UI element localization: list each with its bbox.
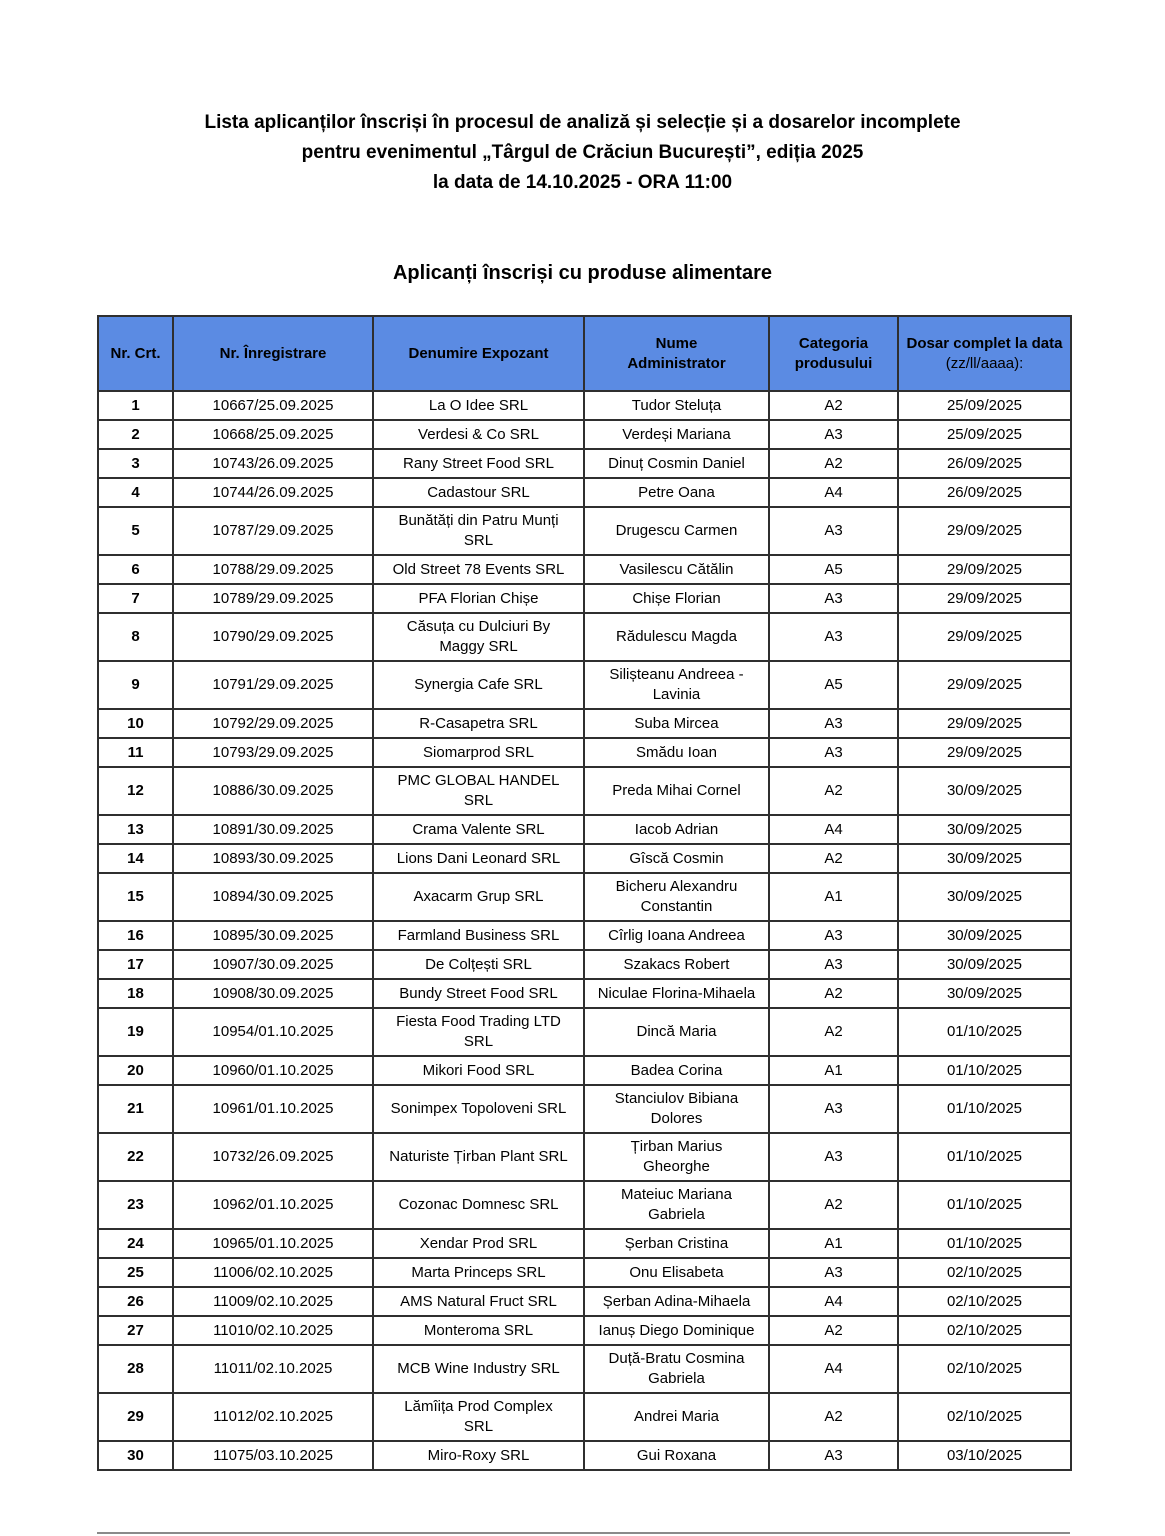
- table-row: [98, 613, 1071, 661]
- cell-dosar-data: 30/09/2025: [898, 921, 1071, 950]
- cell-categoria-produsului: A3: [769, 921, 898, 950]
- cell-dosar-data: 29/09/2025: [898, 584, 1071, 613]
- cell-nr-crt: 8: [98, 613, 173, 661]
- cell-denumire-expozant: Cozonac Domnesc SRL: [373, 1181, 584, 1229]
- table-row: [98, 815, 1071, 844]
- cell-denumire-expozant: Axacarm Grup SRL: [373, 873, 584, 921]
- cell-nr-inregistrare: 10960/01.10.2025: [173, 1056, 373, 1085]
- cell-nume-administrator: Șerban Adina-Mihaela: [584, 1287, 769, 1316]
- table-row: [98, 1393, 1071, 1441]
- header-dosar-format-label: (zz/ll/aaaa):: [945, 354, 1024, 372]
- cell-nr-crt: 3: [98, 449, 173, 478]
- cell-nume-administrator: Dinuț Cosmin Daniel: [584, 449, 769, 478]
- table-row: [98, 1008, 1071, 1056]
- cell-denumire-expozant: Siomarprod SRL: [373, 738, 584, 767]
- cell-nr-inregistrare: 10790/29.09.2025: [173, 613, 373, 661]
- cell-nr-crt: 2: [98, 420, 173, 449]
- cell-nr-inregistrare: 10744/26.09.2025: [173, 478, 373, 507]
- table-row: [98, 584, 1071, 613]
- cell-nume-administrator: Mateiuc Mariana Gabriela: [584, 1181, 769, 1229]
- cell-dosar-data: 30/09/2025: [898, 873, 1071, 921]
- table-row: [98, 921, 1071, 950]
- cell-categoria-produsului: A1: [769, 1056, 898, 1085]
- cell-denumire-expozant: Farmland Business SRL: [373, 921, 584, 950]
- header-nume-administrator: [584, 316, 769, 391]
- cell-denumire-expozant: AMS Natural Fruct SRL: [373, 1287, 584, 1316]
- table-row: [98, 1085, 1071, 1133]
- cell-nr-inregistrare: 10793/29.09.2025: [173, 738, 373, 767]
- cell-nr-crt: 30: [98, 1441, 173, 1470]
- cell-nume-administrator: Badea Corina: [584, 1056, 769, 1085]
- cell-nume-administrator: Rădulescu Magda: [584, 613, 769, 661]
- table-row: [98, 1133, 1071, 1181]
- cell-nr-crt: 20: [98, 1056, 173, 1085]
- cell-nr-crt: 26: [98, 1287, 173, 1316]
- cell-denumire-expozant: Crama Valente SRL: [373, 815, 584, 844]
- cell-denumire-expozant: Mikori Food SRL: [373, 1056, 584, 1085]
- cell-nr-crt: 7: [98, 584, 173, 613]
- cell-nr-inregistrare: 11010/02.10.2025: [173, 1316, 373, 1345]
- cell-nr-inregistrare: 10788/29.09.2025: [173, 555, 373, 584]
- cell-nr-inregistrare: 10792/29.09.2025: [173, 709, 373, 738]
- cell-categoria-produsului: A3: [769, 738, 898, 767]
- cell-nume-administrator: Dincă Maria: [584, 1008, 769, 1056]
- cell-categoria-produsului: A2: [769, 1008, 898, 1056]
- cell-dosar-data: 26/09/2025: [898, 478, 1071, 507]
- cell-dosar-data: 01/10/2025: [898, 1056, 1071, 1085]
- cell-dosar-data: 29/09/2025: [898, 661, 1071, 709]
- cell-dosar-data: 25/09/2025: [898, 391, 1071, 420]
- cell-denumire-expozant: Lămîița Prod Complex SRL: [373, 1393, 584, 1441]
- cell-nr-crt: 21: [98, 1085, 173, 1133]
- cell-categoria-produsului: A4: [769, 1345, 898, 1393]
- cell-nr-crt: 13: [98, 815, 173, 844]
- cell-nume-administrator: Cîrlig Ioana Andreea: [584, 921, 769, 950]
- cell-nr-inregistrare: 10893/30.09.2025: [173, 844, 373, 873]
- cell-nr-crt: 18: [98, 979, 173, 1008]
- cell-nr-inregistrare: 10787/29.09.2025: [173, 507, 373, 555]
- cell-categoria-produsului: A2: [769, 449, 898, 478]
- cell-nr-crt: 10: [98, 709, 173, 738]
- cell-nr-inregistrare: 11075/03.10.2025: [173, 1441, 373, 1470]
- table-row: [98, 391, 1071, 420]
- table-row: [98, 844, 1071, 873]
- cell-nr-crt: 17: [98, 950, 173, 979]
- cell-nr-crt: 22: [98, 1133, 173, 1181]
- cell-categoria-produsului: A1: [769, 873, 898, 921]
- cell-categoria-produsului: A3: [769, 1085, 898, 1133]
- header-dosar-complet: [898, 316, 1071, 391]
- cell-nume-administrator: Stanciulov Bibiana Dolores: [584, 1085, 769, 1133]
- table-row: [98, 507, 1071, 555]
- cell-nume-administrator: Verdeși Mariana: [584, 420, 769, 449]
- cell-nume-administrator: Iacob Adrian: [584, 815, 769, 844]
- cell-nume-administrator: Szakacs Robert: [584, 950, 769, 979]
- cell-dosar-data: 03/10/2025: [898, 1441, 1071, 1470]
- cell-nr-inregistrare: 10886/30.09.2025: [173, 767, 373, 815]
- cell-categoria-produsului: A1: [769, 1229, 898, 1258]
- cell-denumire-expozant: Căsuța cu Dulciuri By Maggy SRL: [373, 613, 584, 661]
- header-row: [98, 316, 1071, 391]
- header-categoria-produsului: Categoria produsului: [769, 316, 898, 391]
- cell-dosar-data: 01/10/2025: [898, 1181, 1071, 1229]
- cell-nume-administrator: Andrei Maria: [584, 1393, 769, 1441]
- cell-nr-inregistrare: 10791/29.09.2025: [173, 661, 373, 709]
- cell-dosar-data: 02/10/2025: [898, 1258, 1071, 1287]
- cell-denumire-expozant: PFA Florian Chișe: [373, 584, 584, 613]
- table-row: [98, 767, 1071, 815]
- cell-dosar-data: 02/10/2025: [898, 1316, 1071, 1345]
- title-line-2: pentru evenimentul „Târgul de Crăciun București”, ediția 2025: [301, 142, 864, 163]
- cell-nr-crt: 24: [98, 1229, 173, 1258]
- cell-categoria-produsului: A3: [769, 1133, 898, 1181]
- title-line-3: la data de 14.10.2025 - ORA 11:00: [432, 172, 733, 193]
- cell-dosar-data: 01/10/2025: [898, 1008, 1071, 1056]
- cell-denumire-expozant: De Colțești SRL: [373, 950, 584, 979]
- cell-denumire-expozant: Bundy Street Food SRL: [373, 979, 584, 1008]
- cell-nr-crt: 4: [98, 478, 173, 507]
- cell-categoria-produsului: A3: [769, 613, 898, 661]
- cell-denumire-expozant: MCB Wine Industry SRL: [373, 1345, 584, 1393]
- cell-nume-administrator: Drugescu Carmen: [584, 507, 769, 555]
- cell-dosar-data: 29/09/2025: [898, 613, 1071, 661]
- cell-dosar-data: 02/10/2025: [898, 1393, 1071, 1441]
- section-title: Aplicanți înscriși cu produse alimentare: [392, 262, 772, 284]
- cell-categoria-produsului: A4: [769, 478, 898, 507]
- header-dosar-complet-label: Dosar complet la data: [906, 334, 1063, 352]
- cell-nume-administrator: Șerban Cristina: [584, 1229, 769, 1258]
- cell-categoria-produsului: A3: [769, 420, 898, 449]
- table-row: [98, 449, 1071, 478]
- cell-nr-crt: 1: [98, 391, 173, 420]
- cell-denumire-expozant: R-Casapetra SRL: [373, 709, 584, 738]
- table-row: [98, 1229, 1071, 1258]
- cell-denumire-expozant: Xendar Prod SRL: [373, 1229, 584, 1258]
- cell-dosar-data: 02/10/2025: [898, 1345, 1071, 1393]
- table-row: [98, 1056, 1071, 1085]
- cell-nr-crt: 19: [98, 1008, 173, 1056]
- cell-dosar-data: 29/09/2025: [898, 738, 1071, 767]
- table-header: [98, 316, 1071, 391]
- cell-nr-crt: 6: [98, 555, 173, 584]
- cell-denumire-expozant: Monteroma SRL: [373, 1316, 584, 1345]
- header-nr-crt: Nr. Crt.: [98, 316, 173, 391]
- header-denumire-expozant: Denumire Expozant: [373, 316, 584, 391]
- cell-nr-inregistrare: 11009/02.10.2025: [173, 1287, 373, 1316]
- cell-categoria-produsului: A3: [769, 507, 898, 555]
- cell-categoria-produsului: A3: [769, 950, 898, 979]
- cell-nume-administrator: Țirban Marius Gheorghe: [584, 1133, 769, 1181]
- cell-nr-inregistrare: 10894/30.09.2025: [173, 873, 373, 921]
- table-row: [98, 1287, 1071, 1316]
- applicants-table: [97, 315, 1072, 1471]
- cell-denumire-expozant: Naturiste Țirban Plant SRL: [373, 1133, 584, 1181]
- cell-nume-administrator: Petre Oana: [584, 478, 769, 507]
- cell-nr-crt: 9: [98, 661, 173, 709]
- cell-nume-administrator: Tudor Steluța: [584, 391, 769, 420]
- cell-categoria-produsului: A2: [769, 767, 898, 815]
- cell-categoria-produsului: A3: [769, 584, 898, 613]
- cell-dosar-data: 30/09/2025: [898, 979, 1071, 1008]
- cell-denumire-expozant: Cadastour SRL: [373, 478, 584, 507]
- cell-nr-crt: 25: [98, 1258, 173, 1287]
- cell-nume-administrator: Gîscă Cosmin: [584, 844, 769, 873]
- cell-dosar-data: 29/09/2025: [898, 555, 1071, 584]
- cell-denumire-expozant: Fiesta Food Trading LTD SRL: [373, 1008, 584, 1056]
- cell-denumire-expozant: Old Street 78 Events SRL: [373, 555, 584, 584]
- cell-categoria-produsului: A4: [769, 815, 898, 844]
- cell-nume-administrator: Ianuș Diego Dominique: [584, 1316, 769, 1345]
- cell-nr-crt: 14: [98, 844, 173, 873]
- cell-nr-inregistrare: 11006/02.10.2025: [173, 1258, 373, 1287]
- table-row: [98, 478, 1071, 507]
- cell-dosar-data: 01/10/2025: [898, 1133, 1071, 1181]
- table-row: [98, 661, 1071, 709]
- table-row: [98, 1258, 1071, 1287]
- cell-dosar-data: 01/10/2025: [898, 1085, 1071, 1133]
- table-row: [98, 1345, 1071, 1393]
- cell-nume-administrator: Silișteanu Andreea - Lavinia: [584, 661, 769, 709]
- cell-dosar-data: 25/09/2025: [898, 420, 1071, 449]
- cell-categoria-produsului: A3: [769, 1258, 898, 1287]
- cell-denumire-expozant: Rany Street Food SRL: [373, 449, 584, 478]
- cell-denumire-expozant: Lions Dani Leonard SRL: [373, 844, 584, 873]
- table-row: [98, 555, 1071, 584]
- table-row: [98, 950, 1071, 979]
- next-row-top-border: [97, 1532, 1070, 1534]
- cell-nume-administrator: Gui Roxana: [584, 1441, 769, 1470]
- cell-nr-inregistrare: 10668/25.09.2025: [173, 420, 373, 449]
- cell-categoria-produsului: A2: [769, 1316, 898, 1345]
- cell-nr-crt: 23: [98, 1181, 173, 1229]
- header-nume-administrator-label: Nume Administrator: [627, 334, 726, 372]
- title-line-1: Lista aplicanților înscriși în procesul de analiză și selecție și a dosarelor incomplete: [204, 112, 961, 133]
- cell-nr-inregistrare: 10961/01.10.2025: [173, 1085, 373, 1133]
- cell-nr-inregistrare: 10667/25.09.2025: [173, 391, 373, 420]
- cell-nume-administrator: Vasilescu Cătălin: [584, 555, 769, 584]
- cell-denumire-expozant: PMC GLOBAL HANDEL SRL: [373, 767, 584, 815]
- cell-categoria-produsului: A3: [769, 1441, 898, 1470]
- cell-categoria-produsului: A2: [769, 1393, 898, 1441]
- cell-categoria-produsului: A5: [769, 555, 898, 584]
- cell-nr-crt: 28: [98, 1345, 173, 1393]
- cell-dosar-data: 01/10/2025: [898, 1229, 1071, 1258]
- cell-denumire-expozant: Bunătăți din Patru Munți SRL: [373, 507, 584, 555]
- cell-nr-crt: 29: [98, 1393, 173, 1441]
- cell-dosar-data: 30/09/2025: [898, 844, 1071, 873]
- cell-dosar-data: 30/09/2025: [898, 767, 1071, 815]
- cell-dosar-data: 30/09/2025: [898, 950, 1071, 979]
- table-row: [98, 873, 1071, 921]
- cell-categoria-produsului: A5: [769, 661, 898, 709]
- cell-nr-inregistrare: 10954/01.10.2025: [173, 1008, 373, 1056]
- cell-categoria-produsului: A2: [769, 1181, 898, 1229]
- cell-nr-inregistrare: 10891/30.09.2025: [173, 815, 373, 844]
- cell-nr-inregistrare: 10907/30.09.2025: [173, 950, 373, 979]
- cell-nr-inregistrare: 10743/26.09.2025: [173, 449, 373, 478]
- table-row: [98, 709, 1071, 738]
- cell-dosar-data: 29/09/2025: [898, 507, 1071, 555]
- cell-nr-crt: 11: [98, 738, 173, 767]
- cell-dosar-data: 02/10/2025: [898, 1287, 1071, 1316]
- cell-nr-inregistrare: 10732/26.09.2025: [173, 1133, 373, 1181]
- cell-dosar-data: 30/09/2025: [898, 815, 1071, 844]
- cell-categoria-produsului: A2: [769, 844, 898, 873]
- cell-categoria-produsului: A3: [769, 709, 898, 738]
- cell-denumire-expozant: Synergia Cafe SRL: [373, 661, 584, 709]
- cell-nume-administrator: Niculae Florina-Mihaela: [584, 979, 769, 1008]
- cell-categoria-produsului: A4: [769, 1287, 898, 1316]
- cell-nr-inregistrare: 11011/02.10.2025: [173, 1345, 373, 1393]
- cell-nr-crt: 27: [98, 1316, 173, 1345]
- table-row: [98, 1441, 1071, 1470]
- cell-categoria-produsului: A2: [769, 391, 898, 420]
- cell-nume-administrator: Smădu Ioan: [584, 738, 769, 767]
- cell-dosar-data: 29/09/2025: [898, 709, 1071, 738]
- table-row: [98, 979, 1071, 1008]
- cell-categoria-produsului: A2: [769, 979, 898, 1008]
- table-row: [98, 1181, 1071, 1229]
- cell-dosar-data: 26/09/2025: [898, 449, 1071, 478]
- cell-nr-inregistrare: 10908/30.09.2025: [173, 979, 373, 1008]
- cell-nr-inregistrare: 10962/01.10.2025: [173, 1181, 373, 1229]
- cell-nr-inregistrare: 10895/30.09.2025: [173, 921, 373, 950]
- table-row: [98, 738, 1071, 767]
- cell-nume-administrator: Duță-Bratu Cosmina Gabriela: [584, 1345, 769, 1393]
- header-nr-inregistrare: Nr. Înregistrare: [173, 316, 373, 391]
- cell-denumire-expozant: Verdesi & Co SRL: [373, 420, 584, 449]
- cell-nume-administrator: Preda Mihai Cornel: [584, 767, 769, 815]
- cell-nr-crt: 5: [98, 507, 173, 555]
- cell-denumire-expozant: La O Idee SRL: [373, 391, 584, 420]
- cell-denumire-expozant: Sonimpex Topoloveni SRL: [373, 1085, 584, 1133]
- cell-nr-crt: 15: [98, 873, 173, 921]
- cell-nume-administrator: Suba Mircea: [584, 709, 769, 738]
- document-title: [0, 108, 1165, 198]
- table-row: [98, 1316, 1071, 1345]
- cell-nume-administrator: Onu Elisabeta: [584, 1258, 769, 1287]
- table-row: [98, 420, 1071, 449]
- cell-denumire-expozant: Miro-Roxy SRL: [373, 1441, 584, 1470]
- cell-nume-administrator: Bicheru Alexandru Constantin: [584, 873, 769, 921]
- table-body: [98, 391, 1071, 1470]
- cell-nr-crt: 12: [98, 767, 173, 815]
- cell-denumire-expozant: Marta Princeps SRL: [373, 1258, 584, 1287]
- cell-nr-inregistrare: 11012/02.10.2025: [173, 1393, 373, 1441]
- cell-nr-crt: 16: [98, 921, 173, 950]
- cell-nr-inregistrare: 10789/29.09.2025: [173, 584, 373, 613]
- cell-nr-inregistrare: 10965/01.10.2025: [173, 1229, 373, 1258]
- cell-nume-administrator: Chișe Florian: [584, 584, 769, 613]
